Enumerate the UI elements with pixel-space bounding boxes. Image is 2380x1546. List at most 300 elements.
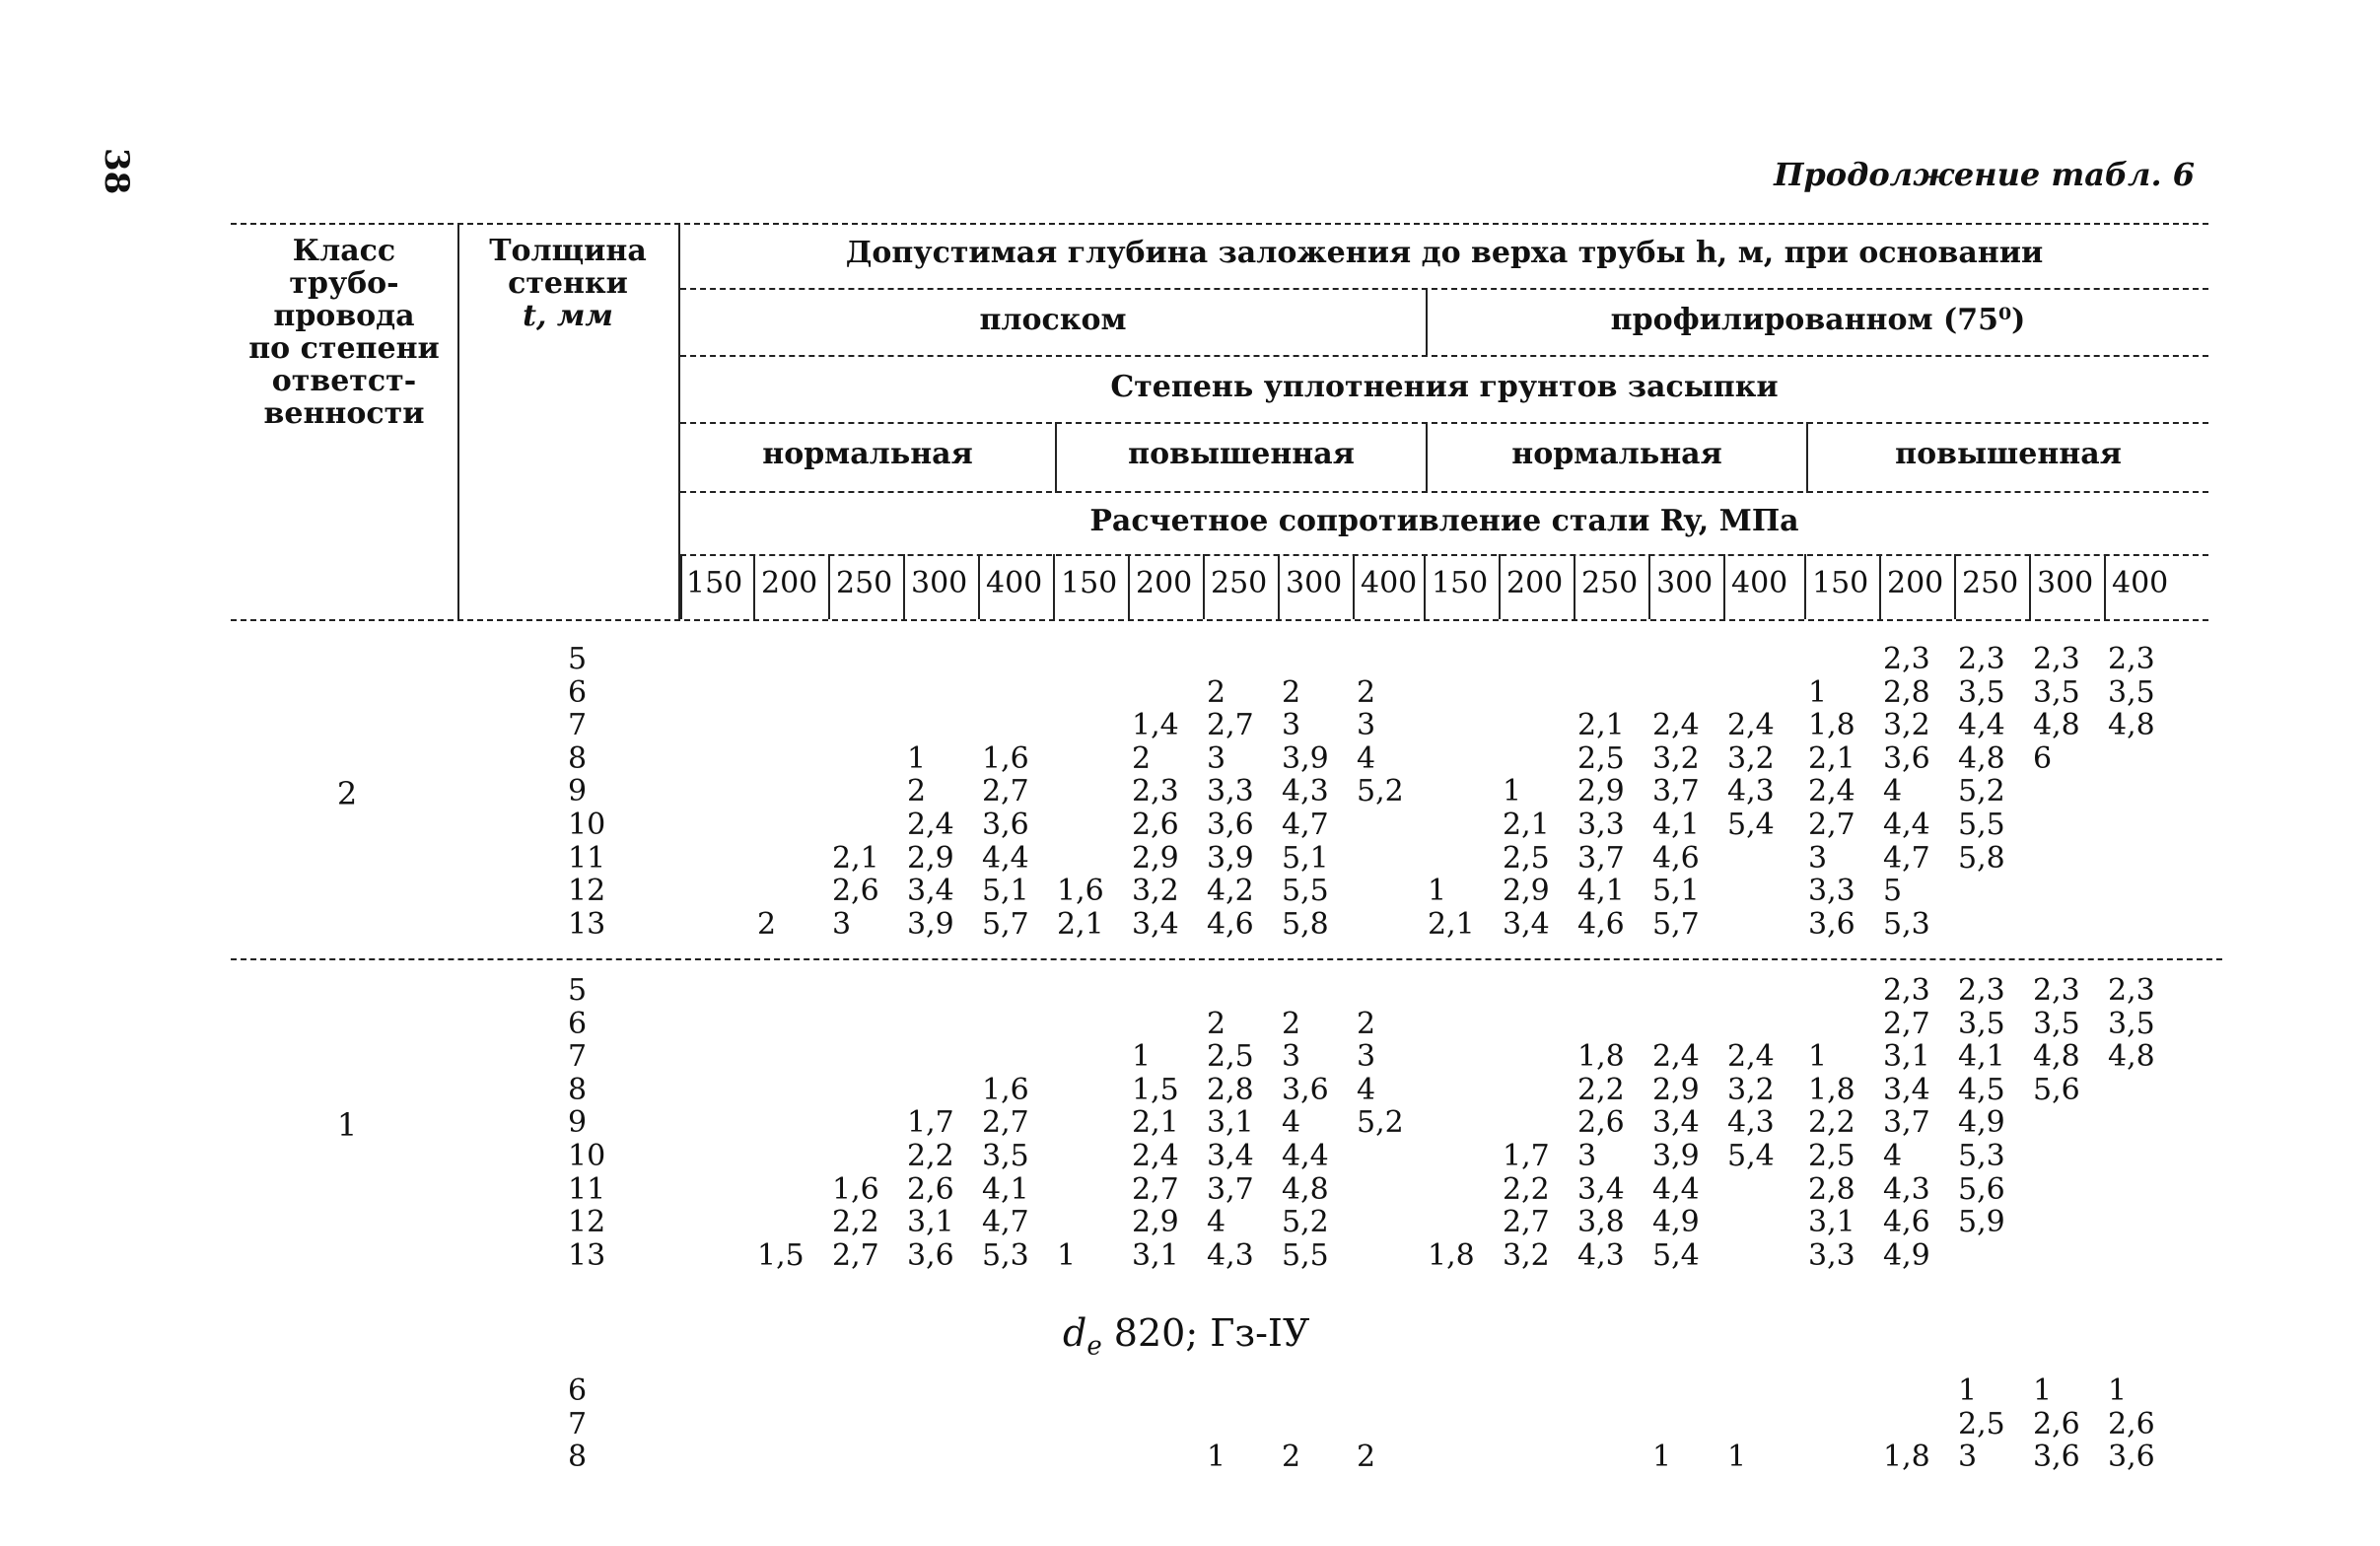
depth-cell: 1 <box>1503 774 1522 809</box>
class-label: 1 <box>336 1106 358 1145</box>
depth-cell: 3,5 <box>2033 674 2080 710</box>
depth-cell: 1,6 <box>982 740 1029 776</box>
depth-cell: 1,8 <box>1883 1440 1930 1475</box>
depth-cell: 2,3 <box>1958 642 2005 676</box>
depth-cell: 3,9 <box>907 906 954 942</box>
depth-cell: 3,8 <box>1577 1205 1625 1240</box>
ry-divider <box>1954 554 1956 619</box>
thickness-value: 7 <box>568 1406 588 1441</box>
depth-cell: 2,3 <box>2108 642 2155 676</box>
depth-cell: 4,3 <box>1207 1237 1254 1273</box>
compaction-2: повышенная <box>1128 437 1355 471</box>
depth-cell: 2,7 <box>982 774 1029 809</box>
depth-cell: 6 <box>2033 740 2053 776</box>
depth-title: Допустимая глубина заложения до верха трубы h, м, при основании <box>845 236 2044 270</box>
depth-cell: 2 <box>907 774 927 809</box>
depth-cell: 2,7 <box>832 1237 879 1273</box>
depth-cell: 3,9 <box>1652 1139 1700 1173</box>
depth-cell: 5,7 <box>1652 906 1700 942</box>
comp-divider-3 <box>1806 422 1808 493</box>
depth-cell: 1 <box>1057 1237 1077 1273</box>
depth-cell: 4,1 <box>1958 1039 2005 1075</box>
depth-cell: 2,1 <box>1808 740 1855 776</box>
ry-divider <box>828 554 830 619</box>
depth-cell: 3,4 <box>1503 906 1550 942</box>
thickness-value: 6 <box>568 1373 588 1408</box>
compaction-1: нормальная <box>762 437 973 471</box>
ry-divider <box>1278 554 1280 619</box>
depth-cell: 5,2 <box>1958 774 2005 809</box>
ry-value: 250 <box>836 566 893 600</box>
ry-value: 400 <box>2112 566 2169 600</box>
depth-cell: 2,2 <box>907 1139 954 1173</box>
depth-cell: 2,6 <box>2033 1406 2080 1441</box>
depth-cell: 4,3 <box>1727 1105 1775 1141</box>
section-divider <box>231 958 2222 960</box>
depth-cell: 2,3 <box>1132 774 1179 809</box>
ry-value: 250 <box>1211 566 1268 600</box>
depth-cell: 2,9 <box>1503 874 1550 909</box>
depth-cell: 1,7 <box>907 1105 954 1141</box>
comp-divider-2 <box>1426 422 1428 493</box>
depth-cell: 2 <box>1282 1006 1301 1041</box>
depth-cell: 5,7 <box>982 906 1029 942</box>
thickness-value: 11 <box>568 840 606 876</box>
depth-cell: 5,8 <box>1958 840 2005 876</box>
depth-cell: 1 <box>1428 874 1447 909</box>
depth-cell: 4,3 <box>1883 1171 1930 1207</box>
depth-cell: 4,2 <box>1207 874 1254 909</box>
depth-cell: 4,9 <box>1958 1105 2005 1141</box>
depth-cell: 1 <box>1207 1440 1226 1475</box>
depth-cell: 2 <box>1132 740 1152 776</box>
depth-cell: 3,2 <box>1503 1237 1550 1273</box>
depth-cell: 1,6 <box>1057 874 1104 909</box>
depth-cell: 5,3 <box>982 1237 1029 1273</box>
thickness-value: 8 <box>568 740 588 776</box>
depth-cell: 4,9 <box>1652 1205 1700 1240</box>
depth-cell: 1,8 <box>1808 708 1855 743</box>
ry-divider <box>1723 554 1725 619</box>
depth-cell: 3,1 <box>1132 1237 1179 1273</box>
ry-divider <box>1128 554 1130 619</box>
ry-value: 150 <box>1432 566 1489 600</box>
compaction-4: повышенная <box>1895 437 2122 471</box>
depth-cell: 1 <box>1652 1440 1672 1475</box>
depth-cell: 2,6 <box>832 874 879 909</box>
depth-cell: 4,8 <box>1958 740 2005 776</box>
thickness-value: 9 <box>568 1105 588 1141</box>
depth-cell: 3,7 <box>1883 1105 1930 1141</box>
depth-cell: 3 <box>1808 840 1828 876</box>
depth-cell: 2,3 <box>1883 973 1930 1008</box>
depth-cell: 2,7 <box>1883 1006 1930 1041</box>
depth-cell: 3,7 <box>1207 1171 1254 1207</box>
thickness-value: 12 <box>568 874 606 909</box>
depth-cell: 2 <box>1207 1006 1226 1041</box>
depth-cell: 3,4 <box>1652 1105 1700 1141</box>
depth-cell: 2,5 <box>1207 1039 1254 1075</box>
depth-cell: 2 <box>1282 1440 1301 1475</box>
depth-cell: 2,9 <box>907 840 954 876</box>
depth-cell: 4 <box>1282 1105 1301 1141</box>
depth-cell: 3,2 <box>1132 874 1179 909</box>
thickness-value: 13 <box>568 1237 606 1273</box>
depth-cell: 1 <box>2033 1373 2053 1408</box>
depth-cell: 4,8 <box>2108 1039 2155 1075</box>
compaction-3: нормальная <box>1511 437 1722 471</box>
depth-cell: 3 <box>1577 1139 1597 1173</box>
depth-cell: 2,2 <box>1503 1171 1550 1207</box>
depth-cell: 1,6 <box>832 1171 879 1207</box>
thickness-value: 12 <box>568 1205 606 1240</box>
depth-cell: 3,6 <box>1808 906 1855 942</box>
ry-value: 250 <box>1962 566 2019 600</box>
depth-cell: 5,5 <box>1282 1237 1329 1273</box>
depth-cell: 3,5 <box>2108 674 2155 710</box>
ry-value: 300 <box>911 566 968 600</box>
thickness-value: 10 <box>568 1139 606 1173</box>
depth-cell: 1,8 <box>1577 1039 1625 1075</box>
depth-cell: 1 <box>1958 1373 1978 1408</box>
depth-cell: 2,3 <box>1883 642 1930 676</box>
depth-cell: 5 <box>1883 874 1903 909</box>
depth-cell: 4,6 <box>1652 840 1700 876</box>
depth-cell: 2,4 <box>1727 1039 1775 1075</box>
ry-divider <box>1053 554 1055 619</box>
ry-divider <box>1648 554 1650 619</box>
thickness-value: 13 <box>568 906 606 942</box>
comp-divider-1 <box>1055 422 1057 493</box>
depth-cell: 3,9 <box>1207 840 1254 876</box>
depth-cell: 3,6 <box>1883 740 1930 776</box>
ry-value: 300 <box>2037 566 2094 600</box>
depth-cell: 5,2 <box>1357 1105 1404 1141</box>
ry-divider <box>1574 554 1575 619</box>
depth-cell: 2,4 <box>907 808 954 842</box>
depth-cell: 1 <box>1132 1039 1152 1075</box>
depth-cell: 2 <box>1357 1440 1376 1475</box>
depth-cell: 2,1 <box>1503 808 1550 842</box>
depth-cell: 3 <box>1282 1039 1301 1075</box>
depth-cell: 4,3 <box>1282 774 1329 809</box>
depth-cell: 3,6 <box>1207 808 1254 842</box>
ry-value: 150 <box>1812 566 1869 600</box>
depth-cell: 1 <box>907 740 927 776</box>
ry-value: 200 <box>1136 566 1193 600</box>
depth-cell: 3,2 <box>1727 740 1775 776</box>
depth-cell: 4 <box>1883 774 1903 809</box>
depth-cell: 2,6 <box>1132 808 1179 842</box>
depth-cell: 5,3 <box>1883 906 1930 942</box>
depth-cell: 4,6 <box>1207 906 1254 942</box>
depth-cell: 5,1 <box>1282 840 1329 876</box>
resistance-title: Расчетное сопротивление стали Ry, МПа <box>1089 504 1799 538</box>
depth-cell: 3,7 <box>1577 840 1625 876</box>
depth-cell: 2,3 <box>2108 973 2155 1008</box>
depth-cell: 5,6 <box>2033 1072 2080 1107</box>
depth-cell: 4,4 <box>1958 708 2005 743</box>
depth-cell: 5,1 <box>1652 874 1700 909</box>
table-caption: Продолжение табл. 6 <box>1774 156 2195 193</box>
page-number: 38 <box>97 148 136 195</box>
depth-cell: 2,2 <box>832 1205 879 1240</box>
depth-cell: 5,2 <box>1357 774 1404 809</box>
depth-cell: 2 <box>1282 674 1301 710</box>
depth-cell: 5,3 <box>1958 1139 2005 1173</box>
depth-cell: 2,8 <box>1883 674 1930 710</box>
depth-cell: 1,5 <box>757 1237 805 1273</box>
thickness-value: 7 <box>568 708 588 743</box>
depth-cell: 4,8 <box>2108 708 2155 743</box>
depth-cell: 2,5 <box>1577 740 1625 776</box>
depth-cell: 3 <box>1282 708 1301 743</box>
ry-divider <box>1203 554 1205 619</box>
ry-value: 150 <box>686 566 743 600</box>
depth-cell: 4,5 <box>1958 1072 2005 1107</box>
depth-cell: 2,4 <box>1727 708 1775 743</box>
depth-cell: 2,4 <box>1652 708 1700 743</box>
depth-cell: 2,9 <box>1132 1205 1179 1240</box>
depth-cell: 2,4 <box>1132 1139 1179 1173</box>
depth-cell: 3,4 <box>1207 1139 1254 1173</box>
depth-cell: 2,1 <box>1428 906 1475 942</box>
base-divider <box>1426 288 1428 355</box>
depth-cell: 1,8 <box>1808 1072 1855 1107</box>
depth-cell: 2,1 <box>832 840 879 876</box>
depth-cell: 3,4 <box>1577 1171 1625 1207</box>
rule-resistance <box>680 554 2208 556</box>
thickness-value: 11 <box>568 1171 606 1207</box>
depth-cell: 3,7 <box>1652 774 1700 809</box>
depth-cell: 1 <box>1727 1440 1747 1475</box>
depth-cell: 5,4 <box>1727 808 1775 842</box>
depth-cell: 3 <box>1357 708 1376 743</box>
depth-cell: 4,7 <box>1282 808 1329 842</box>
ry-value: 200 <box>1887 566 1944 600</box>
thickness-value: 6 <box>568 674 588 710</box>
depth-cell: 1,5 <box>1132 1072 1179 1107</box>
depth-cell: 4,1 <box>1652 808 1700 842</box>
depth-cell: 5,4 <box>1727 1139 1775 1173</box>
base-flat: плоском <box>979 303 1127 337</box>
ry-value: 150 <box>1061 566 1118 600</box>
depth-cell: 3,3 <box>1808 1237 1855 1273</box>
rule-base <box>680 355 2208 357</box>
depth-cell: 3,4 <box>1132 906 1179 942</box>
depth-cell: 4,7 <box>982 1205 1029 1240</box>
depth-cell: 3,1 <box>1883 1039 1930 1075</box>
depth-cell: 3,6 <box>982 808 1029 842</box>
depth-cell: 2,3 <box>2033 642 2080 676</box>
depth-cell: 4 <box>1207 1205 1226 1240</box>
depth-cell: 4,1 <box>1577 874 1625 909</box>
depth-cell: 4,4 <box>1883 808 1930 842</box>
rule-comp-values <box>680 491 2208 493</box>
depth-cell: 3,5 <box>2108 1006 2155 1041</box>
depth-cell: 3,9 <box>1282 740 1329 776</box>
depth-cell: 2,4 <box>1808 774 1855 809</box>
ry-divider <box>1879 554 1881 619</box>
depth-cell: 4,9 <box>1883 1237 1930 1273</box>
depth-cell: 2,5 <box>1808 1139 1855 1173</box>
depth-cell: 5,6 <box>1958 1171 2005 1207</box>
depth-cell: 4,8 <box>2033 1039 2080 1075</box>
thickness-value: 9 <box>568 774 588 809</box>
depth-cell: 2,7 <box>1503 1205 1550 1240</box>
depth-cell: 2,5 <box>1958 1406 2005 1441</box>
depth-cell: 5,2 <box>1282 1205 1329 1240</box>
depth-cell: 2,9 <box>1132 840 1179 876</box>
rule-compaction <box>680 422 2208 424</box>
depth-cell: 4,4 <box>1652 1171 1700 1207</box>
rule-depth <box>680 288 2208 290</box>
depth-cell: 3,4 <box>1883 1072 1930 1107</box>
depth-cell: 5,1 <box>982 874 1029 909</box>
depth-cell: 3,1 <box>907 1205 954 1240</box>
ry-divider <box>1353 554 1355 619</box>
depth-cell: 3 <box>1207 740 1226 776</box>
depth-cell: 2,5 <box>1503 840 1550 876</box>
depth-cell: 3,2 <box>1727 1072 1775 1107</box>
depth-cell: 2,7 <box>982 1105 1029 1141</box>
depth-cell: 1 <box>2108 1373 2128 1408</box>
ry-value: 400 <box>986 566 1043 600</box>
base-profiled: профилированном (75⁰) <box>1610 303 2026 337</box>
compaction-title: Степень уплотнения грунтов засыпки <box>1110 370 1779 404</box>
ry-divider <box>680 554 682 619</box>
depth-cell: 3,4 <box>907 874 954 909</box>
depth-cell: 2,3 <box>1958 973 2005 1008</box>
depth-cell: 4 <box>1357 740 1376 776</box>
depth-cell: 3,2 <box>1883 708 1930 743</box>
ry-divider <box>2029 554 2031 619</box>
depth-cell: 4,4 <box>1282 1139 1329 1173</box>
col-class-header: Класс трубо- провода по степени ответст- венности <box>248 234 440 431</box>
depth-cell: 2,9 <box>1652 1072 1700 1107</box>
depth-cell: 2 <box>757 906 777 942</box>
depth-cell: 4,3 <box>1727 774 1775 809</box>
depth-cell: 1,4 <box>1132 708 1179 743</box>
depth-cell: 3,3 <box>1577 808 1625 842</box>
depth-cell: 4,1 <box>982 1171 1029 1207</box>
header-bottom-rule <box>231 619 2208 621</box>
depth-cell: 2,7 <box>1132 1171 1179 1207</box>
depth-cell: 2,3 <box>2033 973 2080 1008</box>
depth-cell: 4,6 <box>1883 1205 1930 1240</box>
depth-cell: 1,8 <box>1428 1237 1475 1273</box>
depth-cell: 3,1 <box>1808 1205 1855 1240</box>
depth-cell: 2,6 <box>907 1171 954 1207</box>
depth-cell: 1,6 <box>982 1072 1029 1107</box>
depth-cell: 1 <box>1808 1039 1828 1075</box>
depth-cell: 1 <box>1808 674 1828 710</box>
subheading: $d_e$ 820; Гз-ІУ <box>1063 1311 1310 1362</box>
thickness-value: 5 <box>568 973 588 1008</box>
thickness-value: 5 <box>568 642 588 676</box>
ry-value: 200 <box>1506 566 1564 600</box>
depth-cell: 3,6 <box>1282 1072 1329 1107</box>
ry-value: 300 <box>1286 566 1343 600</box>
depth-cell: 3 <box>1958 1440 1978 1475</box>
depth-cell: 3 <box>832 906 852 942</box>
depth-cell: 2 <box>1357 674 1376 710</box>
depth-cell: 2,1 <box>1057 906 1104 942</box>
depth-cell: 2,2 <box>1577 1072 1625 1107</box>
thickness-value: 6 <box>568 1006 588 1041</box>
depth-cell: 2,2 <box>1808 1105 1855 1141</box>
ry-divider <box>2104 554 2106 619</box>
ry-value: 400 <box>1361 566 1418 600</box>
depth-cell: 2 <box>1207 674 1226 710</box>
depth-cell: 3,5 <box>1958 1006 2005 1041</box>
depth-cell: 2,9 <box>1577 774 1625 809</box>
col-thickness-header: Толщина стенки t, мм <box>489 234 647 333</box>
depth-cell: 2,7 <box>1207 708 1254 743</box>
depth-cell: 4 <box>1357 1072 1376 1107</box>
depth-cell: 3,6 <box>907 1237 954 1273</box>
ry-value: 250 <box>1581 566 1639 600</box>
ry-divider <box>1804 554 1806 619</box>
thickness-value: 7 <box>568 1039 588 1075</box>
depth-cell: 3,3 <box>1207 774 1254 809</box>
depth-cell: 3 <box>1357 1039 1376 1075</box>
depth-cell: 1,7 <box>1503 1139 1550 1173</box>
depth-cell: 4,4 <box>982 840 1029 876</box>
depth-cell: 5,4 <box>1652 1237 1700 1273</box>
ry-divider <box>1499 554 1501 619</box>
depth-cell: 5,5 <box>1282 874 1329 909</box>
ry-value: 300 <box>1656 566 1714 600</box>
depth-cell: 5,9 <box>1958 1205 2005 1240</box>
ry-divider <box>903 554 905 619</box>
thickness-value: 8 <box>568 1440 588 1475</box>
ry-divider <box>753 554 755 619</box>
depth-cell: 4,8 <box>1282 1171 1329 1207</box>
ry-value: 400 <box>1731 566 1788 600</box>
depth-cell: 5,5 <box>1958 808 2005 842</box>
ry-divider <box>978 554 980 619</box>
ry-value: 200 <box>761 566 818 600</box>
depth-cell: 2,6 <box>2108 1406 2155 1441</box>
thickness-value: 8 <box>568 1072 588 1107</box>
depth-cell: 4,3 <box>1577 1237 1625 1273</box>
depth-cell: 4 <box>1883 1139 1903 1173</box>
depth-cell: 3,6 <box>2108 1440 2155 1475</box>
depth-cell: 4,6 <box>1577 906 1625 942</box>
depth-cell: 4,8 <box>2033 708 2080 743</box>
ry-divider <box>1424 554 1426 619</box>
thickness-value: 10 <box>568 808 606 842</box>
depth-cell: 3,5 <box>1958 674 2005 710</box>
depth-cell: 4,7 <box>1883 840 1930 876</box>
depth-cell: 3,3 <box>1808 874 1855 909</box>
depth-cell: 2,1 <box>1577 708 1625 743</box>
depth-cell: 2,8 <box>1207 1072 1254 1107</box>
header-top-rule <box>231 223 2208 225</box>
depth-cell: 2,6 <box>1577 1105 1625 1141</box>
depth-cell: 2,4 <box>1652 1039 1700 1075</box>
depth-cell: 3,5 <box>982 1139 1029 1173</box>
depth-cell: 3,2 <box>1652 740 1700 776</box>
class-label: 2 <box>336 775 358 813</box>
depth-cell: 2,7 <box>1808 808 1855 842</box>
depth-cell: 2 <box>1357 1006 1376 1041</box>
depth-cell: 2,1 <box>1132 1105 1179 1141</box>
depth-cell: 3,6 <box>2033 1440 2080 1475</box>
depth-cell: 3,5 <box>2033 1006 2080 1041</box>
depth-cell: 5,8 <box>1282 906 1329 942</box>
